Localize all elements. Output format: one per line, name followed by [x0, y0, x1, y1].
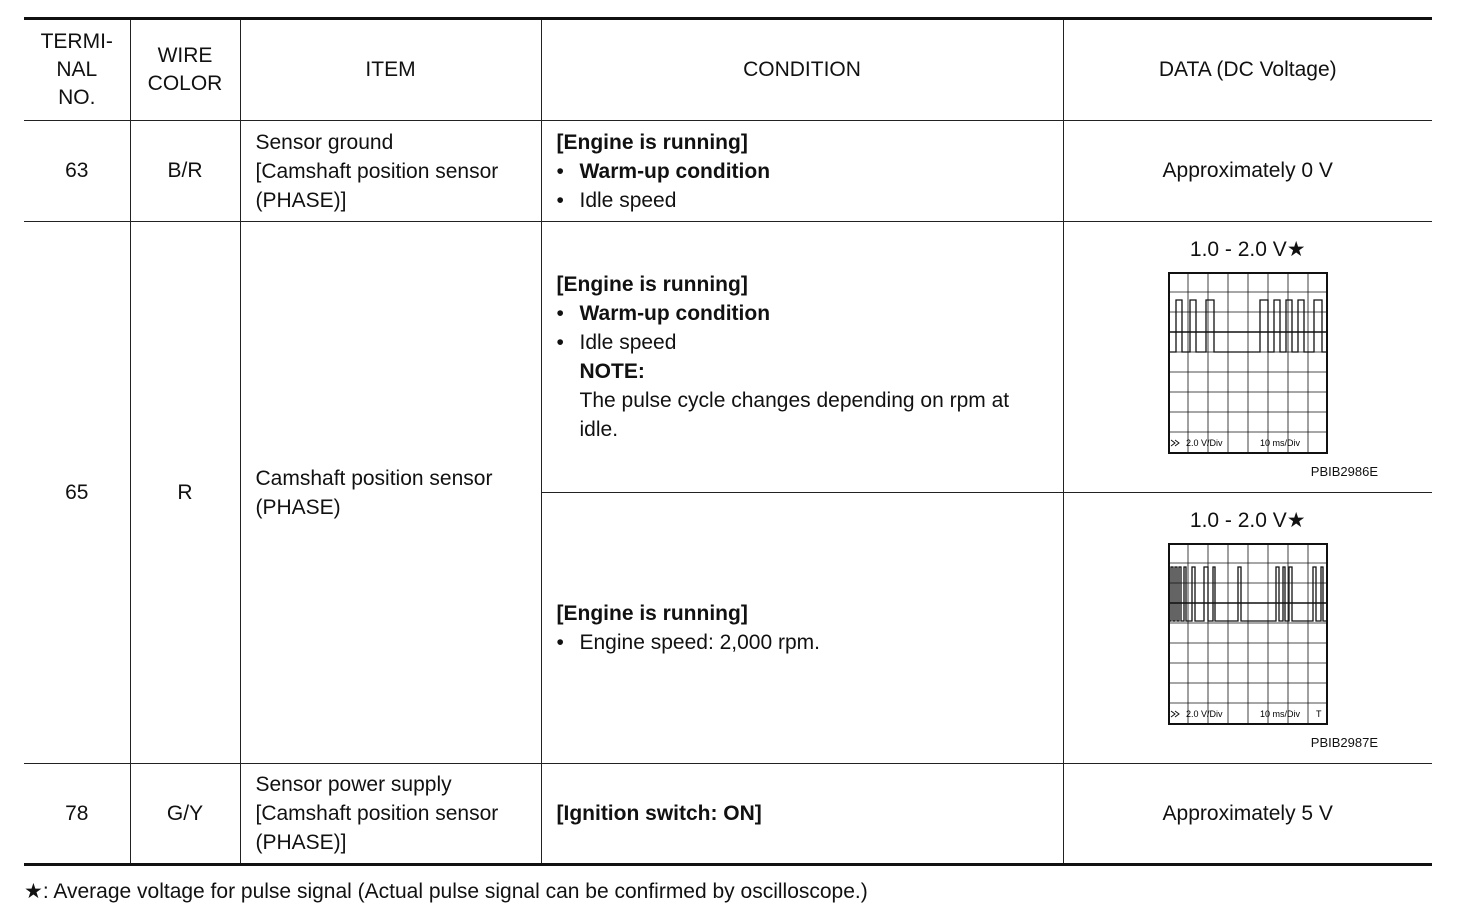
condition-bullet: • Idle speed — [557, 328, 1053, 357]
bullet-text: Engine speed: 2,000 rpm. — [579, 631, 820, 654]
time-div-label: 10 ms/Div — [1259, 708, 1300, 719]
wire-color: R — [130, 222, 240, 764]
figure-id: PBIB2986E — [1310, 463, 1378, 479]
wire-color: G/Y — [130, 764, 240, 865]
data-cell — [1063, 222, 1432, 493]
wire-color: B/R — [130, 121, 240, 222]
header-terminal: TERMI- NAL NO. — [24, 19, 130, 121]
condition-cell — [541, 493, 1063, 764]
condition-title: [Engine is running] — [556, 602, 748, 625]
condition-title: [Engine is running] — [556, 273, 748, 296]
terminal-spec-table — [24, 17, 1432, 866]
header-item: ITEM — [240, 19, 541, 121]
terminal-no: 63 — [24, 121, 130, 222]
condition-bullet: • Warm-up condition — [557, 157, 1053, 186]
bullet-text: Idle speed — [579, 188, 677, 212]
condition-bullet: • Engine speed: 2,000 rpm. — [557, 628, 1053, 657]
data-value: Approximately 5 V — [1063, 764, 1432, 865]
terminal-no: 65 — [24, 222, 130, 764]
item-text: Sensor ground [Camshaft position sensor (PHASE)] — [240, 121, 541, 222]
header-data: DATA (DC Voltage) — [1063, 19, 1432, 121]
item-text: Camshaft position sensor (PHASE) — [240, 222, 541, 764]
oscilloscope-waveform — [1168, 543, 1328, 725]
table-row — [24, 121, 1432, 222]
bullet-text: Idle speed — [579, 331, 677, 354]
figure-id: PBIB2987E — [1310, 734, 1378, 750]
bullet-text: Warm-up condition — [579, 159, 771, 183]
trigger-marker: T — [1315, 708, 1322, 719]
condition-title: [Engine is running] — [556, 130, 748, 154]
volt-div-label: 2.0 V/Div — [1185, 437, 1223, 448]
table-row — [24, 764, 1432, 865]
double-chevron-icon — [1171, 440, 1179, 446]
time-div-label: 10 ms/Div — [1259, 437, 1300, 448]
header-row — [24, 19, 1432, 121]
footnote: ★: Average voltage for pulse signal (Actual pulse signal can be confirmed by oscilloscope.) — [24, 880, 868, 903]
terminal-no: 78 — [24, 764, 130, 865]
voltage-label: 1.0 - 2.0 V★ — [1189, 237, 1306, 261]
bullet-text: Warm-up condition — [579, 302, 771, 325]
condition-cell — [541, 121, 1063, 222]
volt-div-label: 2.0 V/Div — [1185, 708, 1223, 719]
table-row — [24, 222, 1432, 493]
voltage-label: 1.0 - 2.0 V★ — [1189, 508, 1306, 532]
condition-bullet: • Warm-up condition — [557, 299, 1053, 328]
item-text: Sensor power supply [Camshaft position sensor (PHASE)] — [240, 764, 541, 865]
note-text: The pulse cycle changes depending on rpm at idle. — [579, 389, 1010, 441]
condition-cell — [541, 222, 1063, 493]
data-value: Approximately 0 V — [1063, 121, 1432, 222]
note-label: NOTE: — [579, 360, 645, 383]
double-chevron-icon — [1171, 711, 1179, 717]
data-cell — [1063, 493, 1432, 764]
condition-title: [Ignition switch: ON] — [541, 764, 1063, 865]
condition-bullet: • Idle speed — [557, 186, 1053, 215]
header-condition: CONDITION — [541, 19, 1063, 121]
oscilloscope-waveform — [1168, 272, 1328, 454]
header-wire-color: WIRE COLOR — [130, 19, 240, 121]
